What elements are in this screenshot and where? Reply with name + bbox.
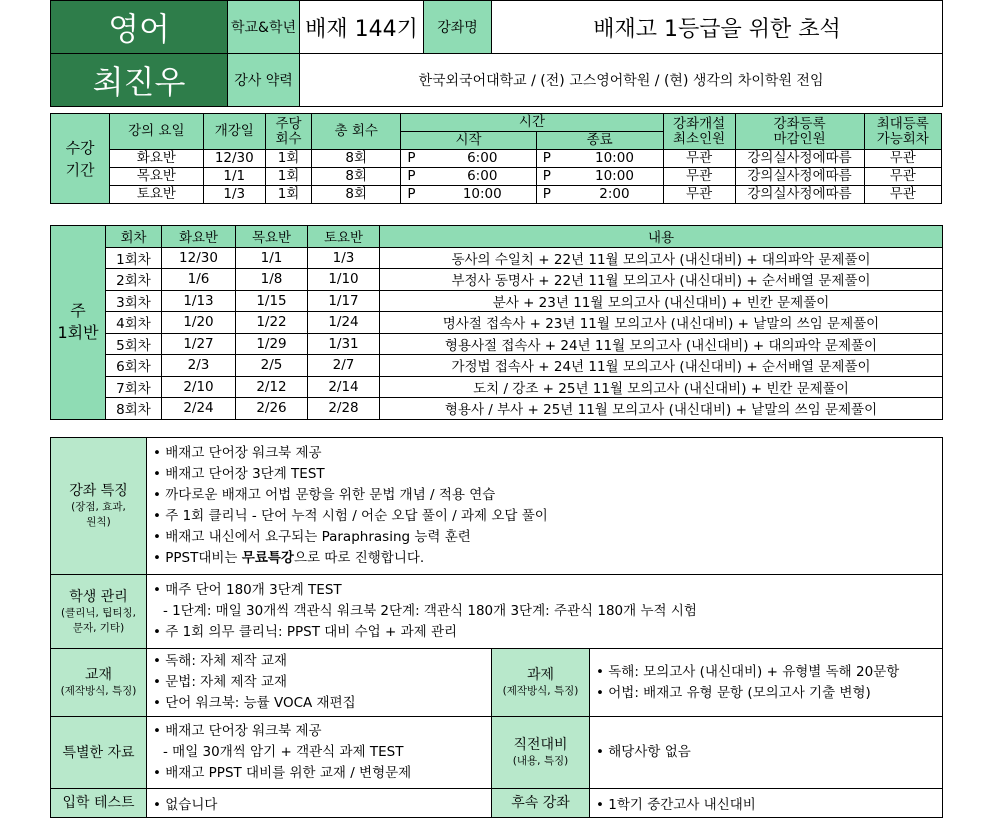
- weekly-row: 3회차 1/13 1/15 1/17 분사 + 23년 11월 모의고사 (내신대비) + 빈칸 문제풀이: [51, 290, 943, 312]
- features-table: [50, 437, 943, 818]
- thu-header: 목요반: [236, 226, 308, 248]
- materials-label: 교재 (제작방식, 특징): [51, 649, 147, 717]
- special-content: • 배재고 단어장 워크북 제공 - 매일 30개씩 암기 + 객관식 과제 TEST • 배재고 PPST 대비를 위한 교재 / 변형문제: [147, 717, 492, 789]
- total-count-header: 총 회수: [312, 114, 401, 150]
- entrance-test-label: 입학 테스트: [51, 789, 147, 818]
- time-header: 시간: [401, 114, 663, 132]
- followup-value: • 1학기 중간고사 내신대비: [590, 789, 943, 818]
- features-label: 강좌 특징 (장점, 효과, 원칙): [51, 438, 147, 575]
- period-row: 토요반 1/3 1회 8회 P 10:00 P 2:00 무관 강의실사정에따름 무관: [51, 186, 942, 204]
- management-content: • 매주 단어 180개 3단계 TEST - 1단계: 매일 30개씩 객관식 워크북 2단계: 객관식 180개 3단계: 주관식 180개 누적 시험 • 주 1회 의무 클리닉: PPST 대비 수업 + 과제 관리: [147, 575, 943, 649]
- school-grade-label: 학교&학년: [228, 1, 300, 54]
- period-table: [50, 113, 942, 204]
- header-table: [50, 0, 943, 107]
- school-grade-value: 배재 144기: [300, 1, 424, 54]
- followup-label: 후속 강좌: [492, 789, 590, 818]
- teacher-cell: 최진우: [51, 54, 228, 107]
- tue-header: 화요반: [162, 226, 236, 248]
- features-content: • 배재고 단어장 워크북 제공 • 배재고 단어장 3단계 TEST • 까다로운 배재고 어법 문항을 위한 문법 개념 / 적용 연습 • 주 1회 클리닉 - 단어 누적 시험 / 어순 오답 풀이 / 과제 오답 풀이 • 배재고 내신에서 요구되는 Paraphrasing 능력 훈련 • PPST대비는 무료특강으로 따로 진행합니다.: [147, 438, 943, 575]
- sat-header: 토요반: [308, 226, 380, 248]
- subject-cell: 영어: [51, 1, 228, 54]
- weekly-row: 8회차 2/24 2/26 2/28 형용사 / 부사 + 25년 11월 모의고사 (내신대비) + 낱말의 쓰임 문제풀이: [51, 398, 943, 420]
- materials-content: • 독해: 자체 제작 교재 • 문법: 자체 제작 교재 • 단어 워크북: 능률 VOCA 재편집: [147, 649, 492, 717]
- content-header: 내용: [380, 226, 943, 248]
- deadline-header: 강좌등록 마감인원: [735, 114, 864, 150]
- day-header: 강의 요일: [110, 114, 204, 150]
- weekly-count-header: 주당 회수: [265, 114, 311, 150]
- session-header: 회차: [106, 226, 162, 248]
- exam-prep-label: 직전대비 (내용, 특징): [492, 717, 590, 789]
- start-date-header: 개강일: [203, 114, 265, 150]
- course-name-value: 배재고 1등급을 위한 초석: [492, 1, 943, 54]
- weekly-row: 6회차 2/3 2/5 2/7 가정법 접속사 + 24년 11월 모의고사 (내신대비) + 순서배열 문제풀이: [51, 355, 943, 377]
- weekly-row: 2회차 1/6 1/8 1/10 부정사 동명사 + 22년 11월 모의고사 (내신대비) + 순서배열 문제풀이: [51, 269, 943, 291]
- weekly-table: [50, 225, 943, 420]
- bio-label: 강사 약력: [228, 54, 300, 107]
- time-end-header: 종료: [536, 132, 663, 150]
- period-row: 화요반 12/30 1회 8회 P 6:00 P 10:00 무관 강의실사정에따름 무관: [51, 150, 942, 168]
- min-people-header: 강좌개설 최소인원: [663, 114, 735, 150]
- special-label: 특별한 자료: [51, 717, 147, 789]
- weekly-row: 7회차 2/10 2/12 2/14 도치 / 강조 + 25년 11월 모의고사 (내신대비) + 빈칸 문제풀이: [51, 376, 943, 398]
- course-name-label: 강좌명: [424, 1, 492, 54]
- weekly-row: 1회차 12/30 1/1 1/3 동사의 수일치 + 22년 11월 모의고사 (내신대비) + 대의파악 문제풀이: [51, 247, 943, 269]
- exam-prep-content: • 해당사항 없음: [590, 717, 943, 789]
- homework-label: 과제 (제작방식, 특징): [492, 649, 590, 717]
- period-side-label: 수강 기간: [51, 114, 110, 204]
- max-header: 최대등록 가능회차: [864, 114, 941, 150]
- weekly-side-label: 주 1회반: [51, 226, 106, 420]
- entrance-test-value: • 없습니다: [147, 789, 492, 818]
- bio-value: 한국외국어대학교 / (전) 고스영어학원 / (현) 생각의 차이학원 전임: [300, 54, 943, 107]
- management-label: 학생 관리 (클리닉, 팁티칭, 문자, 기타): [51, 575, 147, 649]
- homework-content: • 독해: 모의고사 (내신대비) + 유형별 독해 20문항 • 어법: 배재고 유형 문항 (모의고사 기출 변형): [590, 649, 943, 717]
- weekly-row: 5회차 1/27 1/29 1/31 형용사절 접속사 + 24년 11월 모의고사 (내신대비) + 대의파악 문제풀이: [51, 333, 943, 355]
- time-start-header: 시작: [401, 132, 536, 150]
- period-row: 목요반 1/1 1회 8회 P 6:00 P 10:00 무관 강의실사정에따름 무관: [51, 168, 942, 186]
- weekly-row: 4회차 1/20 1/22 1/24 명사절 접속사 + 23년 11월 모의고사 (내신대비) + 낱말의 쓰임 문제풀이: [51, 312, 943, 334]
